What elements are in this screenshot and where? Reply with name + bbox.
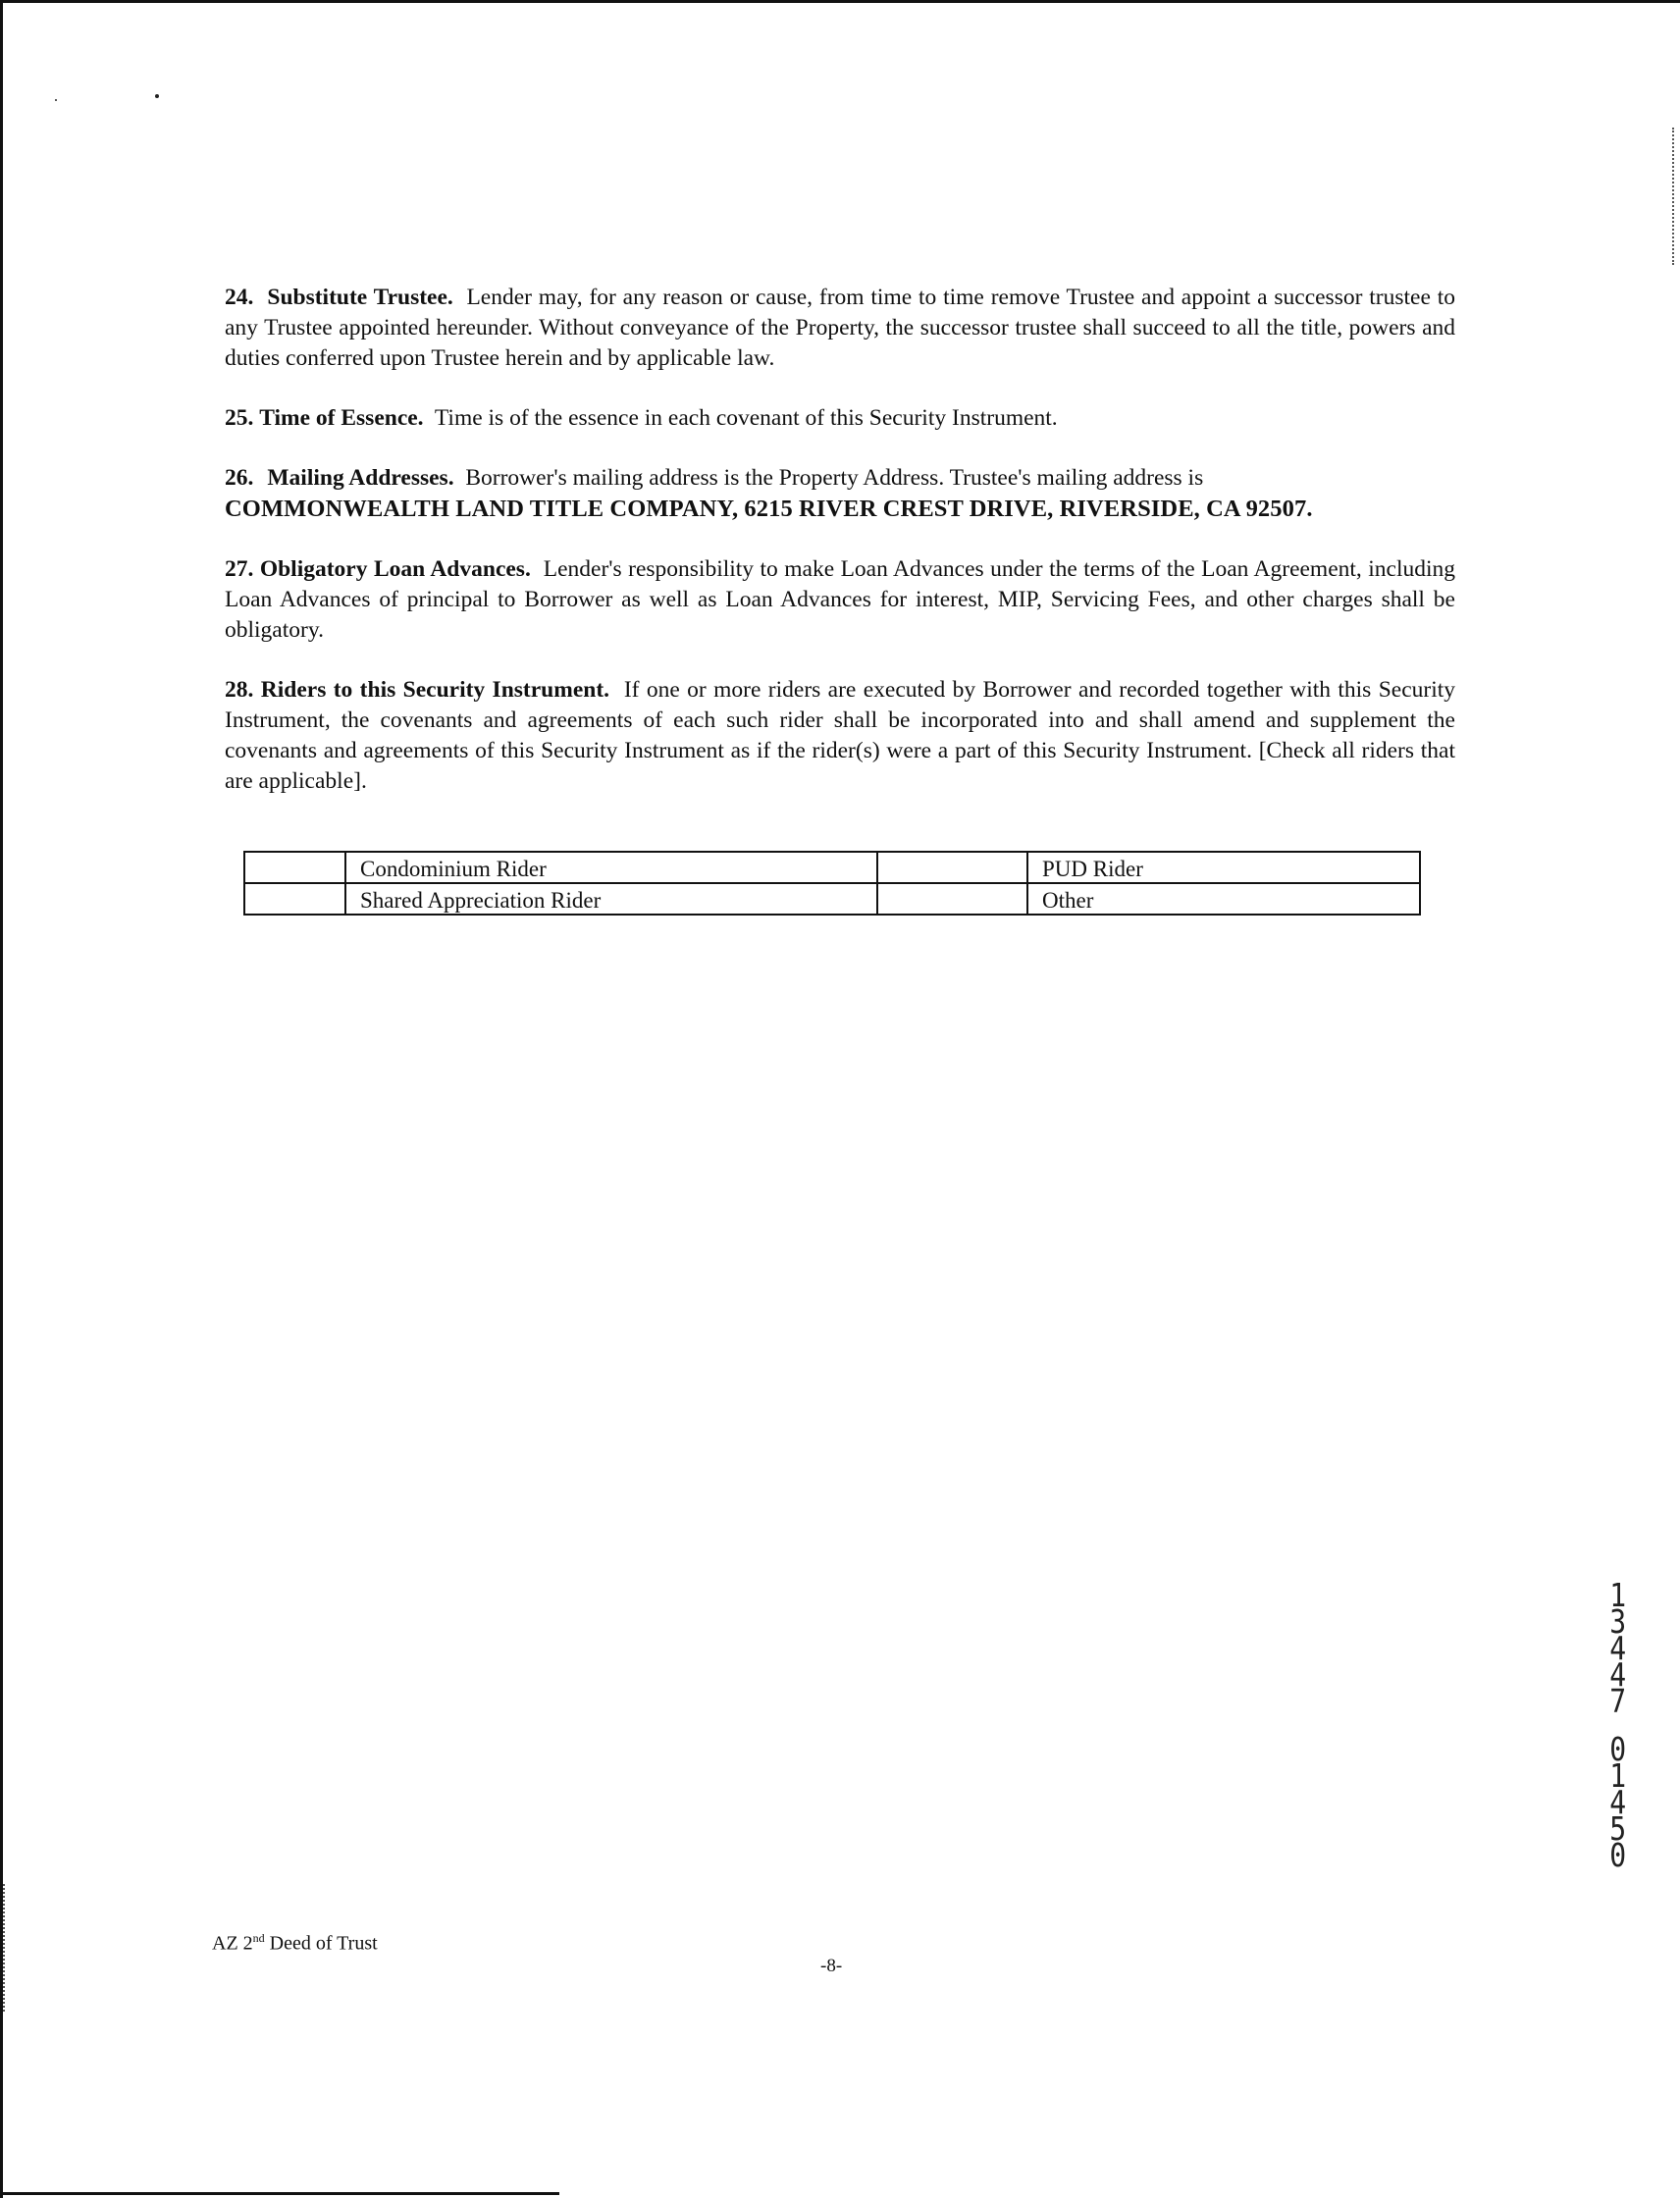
form-name-prefix: AZ 2 bbox=[212, 1932, 253, 1955]
paragraph-number: 28. bbox=[225, 677, 254, 703]
paragraph-substitute-trustee bbox=[225, 283, 1455, 374]
riders-checklist-table bbox=[243, 851, 1421, 916]
paragraph-number: 26. bbox=[225, 465, 254, 491]
scan-speck bbox=[55, 99, 57, 101]
paragraph-text: Borrower's mailing address is the Property Address. Trustee's mailing address is bbox=[465, 465, 1204, 491]
recording-stamp-line2: 01450 bbox=[1609, 1730, 1627, 1874]
shared-appreciation-rider-checkbox[interactable] bbox=[244, 883, 345, 915]
scan-edge-top bbox=[0, 0, 1680, 3]
paragraph-text: If one or more riders are executed by Borrower and recorded together with this Security Instrument, the covenants and agreements of each such rider shall be incorporated into and shall amend and supplement the covenants and agreements of this Security Instrument as if the rider(s) were a part of this Security Instrument. [Check all riders that are applicable]. bbox=[225, 677, 1456, 794]
paragraph-riders bbox=[225, 675, 1455, 797]
form-name-footer bbox=[212, 1931, 378, 1956]
paragraph-number: 27. bbox=[225, 556, 254, 582]
paragraph-text: Lender's responsibility to make Loan Advances under the terms of the Loan Agreement, including Loan Advances of principal to Borrower as well as Loan Advances for interest, MIP, Servicing Fees, and other charges shall be obligatory. bbox=[225, 556, 1456, 643]
scan-speck bbox=[155, 94, 159, 98]
recording-stamp-line1: 13447 bbox=[1609, 1576, 1627, 1720]
paragraph-heading: Riders to this Security Instrument. bbox=[260, 677, 610, 703]
form-name-superscript: nd bbox=[252, 1931, 265, 1945]
scan-edge-right-marks bbox=[1672, 128, 1676, 265]
paragraph-obligatory-loan-advances bbox=[225, 554, 1455, 646]
recording-stamp bbox=[1605, 1576, 1631, 1874]
scan-edge-left bbox=[0, 0, 3, 2198]
form-name-suffix: Deed of Trust bbox=[264, 1932, 378, 1955]
scan-edge-bottom bbox=[0, 2192, 559, 2195]
paragraph-heading: Mailing Addresses. bbox=[267, 465, 454, 491]
condominium-rider-checkbox[interactable] bbox=[244, 852, 345, 883]
rider-label: Condominium Rider bbox=[345, 852, 877, 883]
paragraph-heading: Time of Essence. bbox=[259, 405, 424, 431]
paragraph-time-of-essence bbox=[225, 403, 1455, 434]
scan-edge-left-marks bbox=[3, 1884, 7, 2012]
trustee-address: COMMONWEALTH LAND TITLE COMPANY, 6215 RIVER CREST DRIVE, RIVERSIDE, CA 92507. bbox=[225, 496, 1313, 522]
rider-label: PUD Rider bbox=[1027, 852, 1420, 883]
paragraph-heading: Substitute Trustee. bbox=[267, 285, 453, 310]
paragraph-heading: Obligatory Loan Advances. bbox=[259, 556, 531, 582]
rider-label: Other bbox=[1027, 883, 1420, 915]
paragraph-mailing-addresses bbox=[225, 463, 1455, 525]
document-body bbox=[225, 283, 1455, 826]
table-row bbox=[244, 883, 1420, 915]
table-row bbox=[244, 852, 1420, 883]
paragraph-number: 24. bbox=[225, 285, 254, 310]
page-number: -8- bbox=[820, 1956, 843, 1976]
pud-rider-checkbox[interactable] bbox=[877, 852, 1027, 883]
rider-label: Shared Appreciation Rider bbox=[345, 883, 877, 915]
other-rider-checkbox[interactable] bbox=[877, 883, 1027, 915]
paragraph-text: Lender may, for any reason or cause, from time to time remove Trustee and appoint a successor trustee to any Trustee appointed hereunder. Without conveyance of the Property, the successor trustee shall succeed to all the title, powers and duties conferred upon Trustee herein and by applicable law. bbox=[225, 285, 1455, 371]
paragraph-number: 25. bbox=[225, 405, 254, 431]
paragraph-text: Time is of the essence in each covenant of this Security Instrument. bbox=[434, 405, 1058, 431]
